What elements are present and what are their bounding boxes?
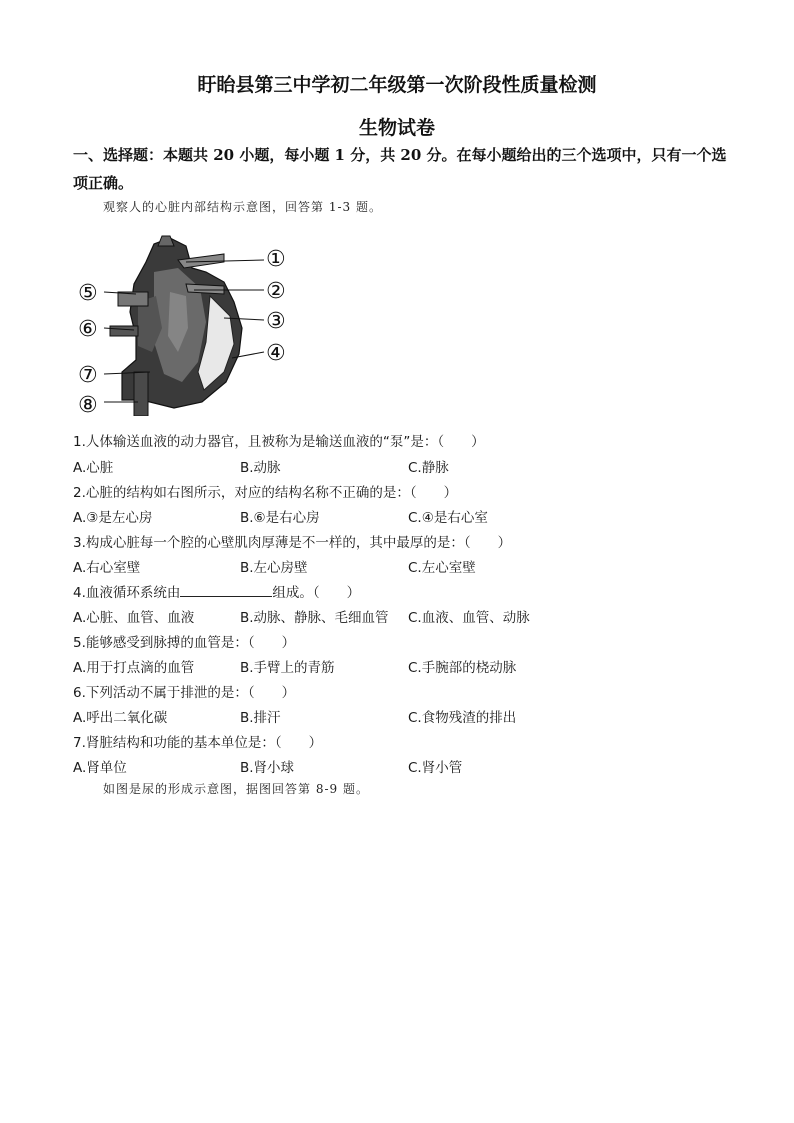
q4-option-b: B.动脉、静脉、毛细血管: [240, 610, 389, 626]
figure-intro: 观察人的心脏内部结构示意图，回答第 1-3 题。: [103, 200, 382, 214]
q1-option-a: A.心脏: [73, 460, 114, 476]
q6-option-a: A.呼出二氧化碳: [73, 710, 168, 726]
q4-option-c: C.血液、血管、动脉: [408, 610, 530, 626]
question-2: 2.心脏的结构如右图所示，对应的结构名称不正确的是：（ ）: [73, 485, 458, 501]
q3-option-a: A.右心室壁: [73, 560, 141, 576]
label-6: ⑥: [78, 317, 98, 342]
q4-stem-start: 4.血液循环系统由: [73, 585, 181, 601]
q4-stem-end: 组成。（ ）: [272, 585, 361, 601]
q7-option-c: C.肾小管: [408, 760, 463, 776]
q3-option-c: C.左心室壁: [408, 560, 476, 576]
exam-title: 盱眙县第三中学初二年级第一次阶段性质量检测: [197, 74, 597, 96]
section-heading: 一、选择题：本题共 20 小题，每小题 1 分，共 20 分。在每小题给出的三个选项中，只有一个选项正确。: [73, 146, 727, 192]
q1-option-b: B.动脉: [240, 460, 281, 476]
label-2: ②: [266, 279, 286, 304]
question-7: 7.肾脏结构和功能的基本单位是：（ ）: [73, 735, 323, 751]
label-4: ④: [266, 341, 286, 366]
figure-intro-2: 如图是尿的形成示意图，据图回答第 8-9 题。: [103, 782, 369, 796]
q6-option-c: C.食物残渣的排出: [408, 710, 517, 726]
q4-option-a: A.心脏、血管、血液: [73, 610, 195, 626]
q3-option-b: B.左心房壁: [240, 560, 308, 576]
label-3: ③: [266, 309, 286, 334]
q5-option-b: B.手臂上的青筋: [240, 660, 335, 676]
exam-subtitle: 生物试卷: [358, 117, 435, 139]
q2-option-c: C.④是右心室: [408, 510, 488, 526]
question-1: 1.人体输送血液的动力器官，且被称为是输送血液的“泵”是：（ ）: [73, 434, 485, 450]
q5-option-a: A.用于打点滴的血管: [73, 660, 195, 676]
question-6: 6.下列活动不属于排泄的是：（ ）: [73, 685, 296, 701]
q2-option-b: B.⑥是右心房: [240, 510, 320, 526]
question-4: [73, 581, 360, 601]
label-5: ⑤: [78, 281, 98, 306]
heart-illustration: [110, 236, 242, 416]
label-7: ⑦: [78, 363, 98, 388]
question-5: 5.能够感受到脉搏的血管是：（ ）: [73, 635, 296, 651]
heart-diagram: [74, 232, 306, 416]
q7-option-b: B.肾小球: [240, 760, 295, 776]
q1-option-c: C.静脉: [408, 460, 449, 476]
q2-option-a: A.③是左心房: [73, 510, 153, 526]
q6-option-b: B.排汗: [240, 710, 281, 726]
answer-blank[interactable]: [180, 582, 272, 597]
q5-option-c: C.手腕部的桡动脉: [408, 660, 517, 676]
label-8: ⑧: [78, 393, 98, 416]
q7-option-a: A.肾单位: [73, 760, 127, 776]
label-1: ①: [266, 247, 286, 272]
question-3: 3.构成心脏每一个腔的心壁肌肉厚薄是不一样的，其中最厚的是：（ ）: [73, 535, 512, 551]
